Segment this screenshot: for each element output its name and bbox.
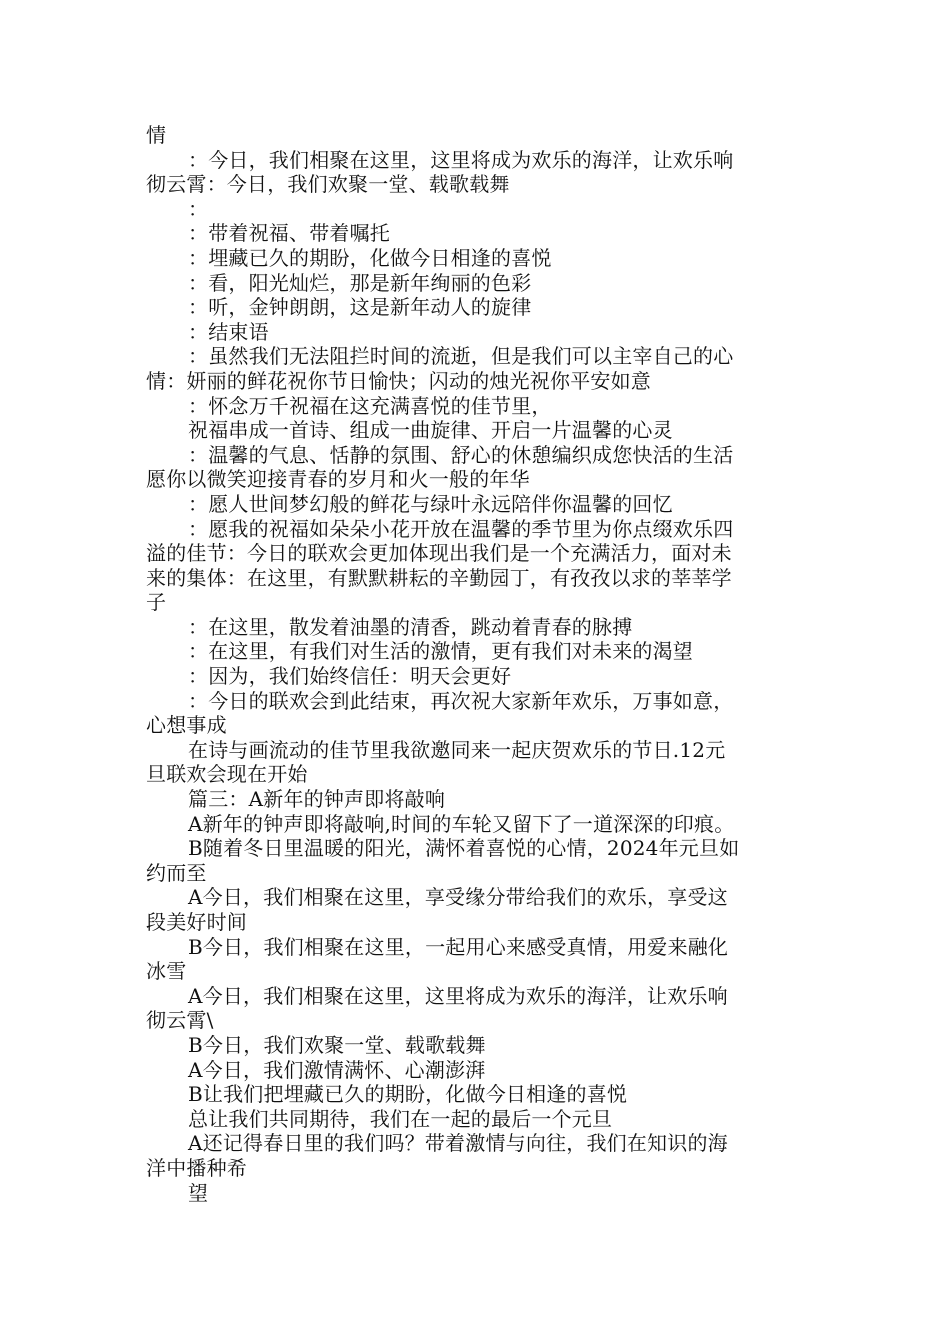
text-line: 情	[146, 123, 167, 147]
text-line: ：温馨的气息、恬静的氛围、舒心的休憩编织成您快活的生活	[188, 442, 734, 467]
text-line: 在诗与画流动的佳节里我欲邀同来一起庆贺欢乐的节日.12元	[188, 737, 726, 762]
text-line: A新年的钟声即将敲响,时间的车轮又留下了一道深深的印痕。	[188, 811, 735, 836]
text-line: ：虽然我们无法阻拦时间的流逝，但是我们可以主宰自己的心	[188, 344, 734, 369]
text-line: 祝福串成一首诗、组成一曲旋律、开启一片温馨的心灵	[188, 418, 673, 443]
text-line: 子	[146, 590, 167, 615]
text-line: A还记得春日里的我们吗？带着激情与向往，我们在知识的海	[188, 1131, 728, 1156]
text-line: B今日，我们相聚在这里，一起用心来感受真情，用爱来融化	[188, 934, 729, 959]
text-line: 旦联欢会现在开始	[146, 762, 308, 787]
text-line: 愿你以微笑迎接青春的岁月和火一般的年华	[146, 467, 530, 492]
text-line: ：今日，我们相聚在这里，这里将成为欢乐的海洋，让欢乐响	[188, 147, 734, 172]
text-line: ：结束语	[188, 319, 269, 344]
text-line: 彻云霄\	[146, 1008, 214, 1033]
text-line: 彻云霄：今日，我们欢聚一堂、载歌载舞	[146, 172, 510, 197]
text-line: B今日，我们欢聚一堂、载歌载舞	[188, 1032, 486, 1057]
document-body	[146, 123, 808, 1205]
text-line: B让我们把埋藏已久的期盼，化做今日相逢的喜悦	[188, 1082, 628, 1107]
text-line: ：看，阳光灿烂，那是新年绚丽的色彩	[188, 270, 532, 295]
text-line: ：怀念万千祝福在这充满喜悦的佳节里，	[188, 393, 552, 418]
text-line: 约而至	[146, 860, 207, 885]
text-line: 心想事成	[146, 713, 227, 738]
text-line: 冰雪	[146, 959, 187, 984]
text-line: 来的集体：在这里，有默默耕耘的辛勤园丁，有孜孜以求的莘莘学	[146, 565, 732, 590]
text-line: 篇三：A新年的钟声即将敲响	[188, 787, 446, 812]
text-line: 情：妍丽的鲜花祝你节日愉快；闪动的烛光祝你平安如意	[146, 368, 651, 393]
text-line: ：愿我的祝福如朵朵小花开放在温馨的季节里为你点缀欢乐四	[188, 516, 734, 541]
text-line: ：因为，我们始终信任：明天会更好	[188, 664, 512, 689]
text-line: 望	[188, 1180, 209, 1205]
text-line: B随着冬日里温暖的阳光，满怀着喜悦的心情，2024年元旦如	[188, 836, 740, 861]
text-line: ：听，金钟朗朗，这是新年动人的旋律	[188, 295, 532, 320]
text-line: 总让我们共同期待，我们在一起的最后一个元旦	[188, 1106, 613, 1131]
text-line: ：在这里，有我们对生活的激情，更有我们对未来的渴望	[188, 639, 693, 664]
text-line: ：愿人世间梦幻般的鲜花与绿叶永远陪伴你温馨的回忆	[188, 491, 673, 516]
text-line: 洋中播种希	[146, 1155, 247, 1180]
text-line: ：在这里，散发着油墨的清香，跳动着青春的脉搏	[188, 614, 633, 639]
text-line: ：今日的联欢会到此结束，再次祝大家新年欢乐，万事如意，	[188, 688, 734, 713]
text-line: 段美好时间	[146, 910, 247, 934]
text-line: A今日，我们相聚在这里，这里将成为欢乐的海洋，让欢乐响	[188, 983, 728, 1008]
text-line: ：埋藏已久的期盼，化做今日相逢的喜悦	[188, 245, 552, 270]
text-line: ：带着祝福、带着嘱托	[188, 221, 390, 246]
text-line: 溢的佳节：今日的联欢会更加体现出我们是一个充满活力，面对未	[146, 541, 732, 566]
text-line: ：	[188, 196, 209, 221]
text-line: A今日，我们相聚在这里，享受缘分带给我们的欢乐，享受这	[188, 885, 728, 910]
text-line: A今日，我们激情满怀、心潮澎湃	[188, 1057, 486, 1082]
